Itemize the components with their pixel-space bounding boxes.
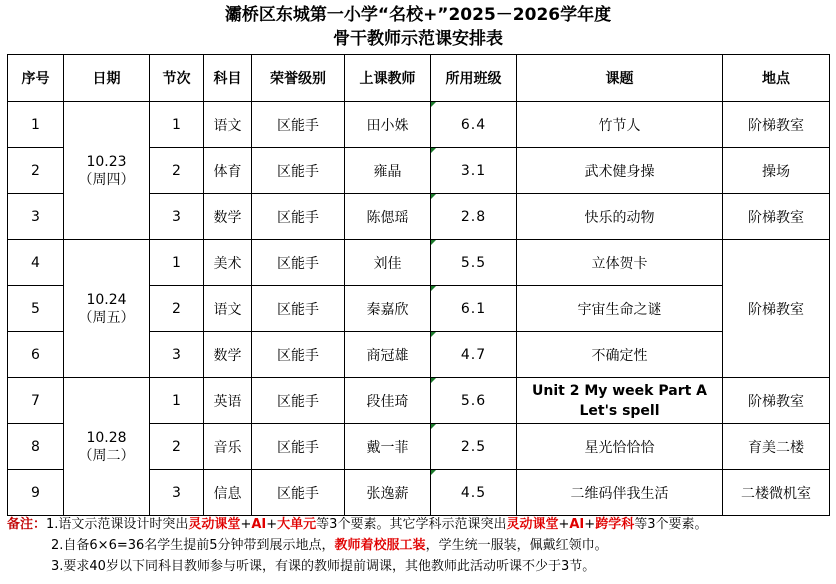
row-subject: 体育 (204, 148, 252, 194)
row-honor: 区能手 (252, 148, 345, 194)
note-line-2 (7, 535, 832, 556)
row-place: 育美二楼 (723, 424, 830, 470)
header-class: 所用班级 (431, 55, 517, 102)
row-topic: 星光恰恰恰 (517, 424, 723, 470)
row-period: 2 (150, 424, 204, 470)
note-highlight: 大单元 (277, 517, 317, 532)
row-honor: 区能手 (252, 378, 345, 424)
note-line-3 (7, 556, 832, 577)
row-teacher: 刘佳 (345, 240, 431, 286)
row-honor: 区能手 (252, 470, 345, 516)
date-cell (64, 240, 150, 378)
row-no: 4 (8, 240, 64, 286)
row-place: 二楼微机室 (723, 470, 830, 516)
row-period: 3 (150, 332, 204, 378)
date-cell (64, 102, 150, 240)
date-cell (64, 378, 150, 516)
schedule-table (7, 54, 830, 516)
row-class: 5.5 (431, 240, 517, 286)
header-no: 序号 (8, 55, 64, 102)
date-value: 10.24 (86, 291, 127, 308)
row-place: 阶梯教室 (723, 240, 830, 378)
row-period: 1 (150, 102, 204, 148)
note-highlight: AI (569, 517, 585, 532)
header-teacher: 上课教师 (345, 55, 431, 102)
row-topic: 快乐的动物 (517, 194, 723, 240)
notes-label: 备注： (7, 517, 47, 532)
row-no: 8 (8, 424, 64, 470)
row-period: 2 (150, 148, 204, 194)
row-class: 3.1 (431, 148, 517, 194)
row-honor: 区能手 (252, 240, 345, 286)
date-weekday: （周四） (78, 171, 135, 188)
note-highlight: 灵动课堂 (506, 517, 559, 532)
row-no: 7 (8, 378, 64, 424)
row-topic: Unit 2 My week Part A Let's spell (517, 378, 723, 424)
row-period: 1 (150, 240, 204, 286)
note-text: 3.要求40岁以下同科目教师参与听课，有课的教师提前调课，其他教师此活动听课不少于3节。 (51, 559, 596, 574)
note-text: + (584, 517, 596, 532)
row-subject: 音乐 (204, 424, 252, 470)
row-period: 3 (150, 470, 204, 516)
row-honor: 区能手 (252, 424, 345, 470)
row-class: 4.5 (431, 470, 517, 516)
row-teacher: 田小姝 (345, 102, 431, 148)
note-line-1 (7, 514, 832, 535)
date-value: 10.23 (86, 153, 127, 170)
row-place: 阶梯教室 (723, 102, 830, 148)
row-topic: 二维码伴我生活 (517, 470, 723, 516)
note-text: + (558, 517, 570, 532)
header-honor: 荣誉级别 (252, 55, 345, 102)
row-subject: 信息 (204, 470, 252, 516)
row-subject: 英语 (204, 378, 252, 424)
row-class: 4.7 (431, 332, 517, 378)
header-topic: 课题 (517, 55, 723, 102)
row-class: 6.1 (431, 286, 517, 332)
header-subject: 科目 (204, 55, 252, 102)
date-weekday: （周五） (78, 309, 135, 326)
row-subject: 数学 (204, 332, 252, 378)
row-no: 2 (8, 148, 64, 194)
row-teacher: 张逸薪 (345, 470, 431, 516)
row-subject: 语文 (204, 102, 252, 148)
header-row (8, 55, 830, 102)
note-text: + (266, 517, 278, 532)
title-line-1: 灞桥区东城第一小学“名校+”2025－2026学年度 (224, 5, 612, 25)
note-text: + (240, 517, 252, 532)
row-place: 操场 (723, 148, 830, 194)
row-class: 5.6 (431, 378, 517, 424)
row-period: 3 (150, 194, 204, 240)
title-line-2: 骨干教师示范课安排表 (333, 29, 503, 49)
row-subject: 语文 (204, 286, 252, 332)
row-topic: 宇宙生命之谜 (517, 286, 723, 332)
note-text: 1.语文示范课设计时突出 (46, 517, 189, 532)
note-highlight: 跨学科 (595, 517, 635, 532)
row-topic: 立体贺卡 (517, 240, 723, 286)
row-honor: 区能手 (252, 332, 345, 378)
table-row (8, 240, 830, 286)
note-highlight: 灵动课堂 (188, 517, 241, 532)
row-topic: 武术健身操 (517, 148, 723, 194)
row-no: 1 (8, 102, 64, 148)
row-teacher: 商冠雄 (345, 332, 431, 378)
row-teacher: 陈偲瑶 (345, 194, 431, 240)
row-teacher: 秦嘉欣 (345, 286, 431, 332)
note-text: 2.自备6×6=36名学生提前5分钟带到展示地点， (51, 538, 335, 553)
row-period: 2 (150, 286, 204, 332)
row-subject: 数学 (204, 194, 252, 240)
row-subject: 美术 (204, 240, 252, 286)
header-place: 地点 (723, 55, 830, 102)
note-text: 等3个要素。 (634, 517, 708, 532)
row-honor: 区能手 (252, 102, 345, 148)
table-row (8, 378, 830, 424)
row-honor: 区能手 (252, 286, 345, 332)
row-class: 2.8 (431, 194, 517, 240)
row-no: 9 (8, 470, 64, 516)
row-teacher: 雍晶 (345, 148, 431, 194)
row-class: 2.5 (431, 424, 517, 470)
date-weekday: （周二） (78, 447, 135, 464)
header-date: 日期 (64, 55, 150, 102)
row-teacher: 戴一菲 (345, 424, 431, 470)
row-class: 6.4 (431, 102, 517, 148)
notes-section (7, 514, 832, 577)
row-place: 阶梯教室 (723, 378, 830, 424)
row-place: 阶梯教室 (723, 194, 830, 240)
row-topic: 不确定性 (517, 332, 723, 378)
row-no: 3 (8, 194, 64, 240)
row-topic: 竹节人 (517, 102, 723, 148)
header-period: 节次 (150, 55, 204, 102)
row-honor: 区能手 (252, 194, 345, 240)
note-text: 等3个要素。其它学科示范课突出 (316, 517, 507, 532)
note-highlight: AI (251, 517, 267, 532)
row-no: 6 (8, 332, 64, 378)
note-text: ，学生统一服装，佩戴红领巾。 (425, 538, 608, 553)
row-teacher: 段佳琦 (345, 378, 431, 424)
row-no: 5 (8, 286, 64, 332)
note-highlight: 教师着校服工装 (334, 538, 426, 553)
table-row (8, 102, 830, 148)
date-value: 10.28 (86, 429, 127, 446)
row-period: 1 (150, 378, 204, 424)
